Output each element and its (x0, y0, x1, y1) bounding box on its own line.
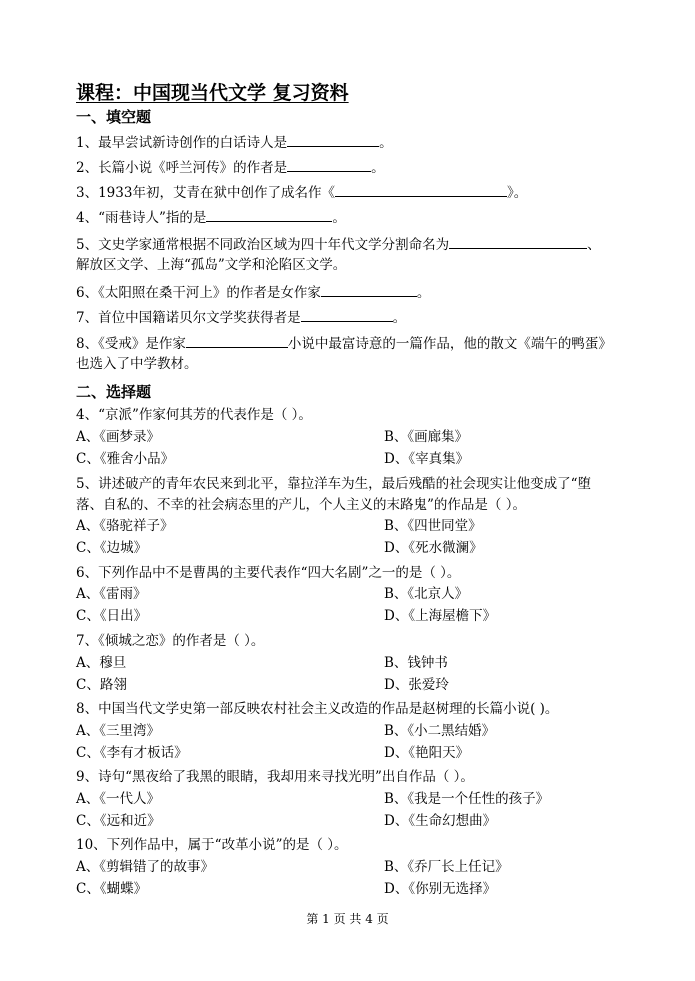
option-c: C、《李有才板话》 (76, 745, 188, 761)
question-text: 8、《受戒》是作家 (76, 336, 186, 352)
option-b: B、《乔厂长上任记》 (384, 859, 509, 875)
choice-question-8: 8、中国当代文学史第一部反映农村社会主义改造的作品是赵树理的长篇小说( )。 (76, 701, 559, 717)
option-a: A、《三里湾》 (76, 723, 160, 739)
section-heading-fill-in: 一、填空题 (76, 108, 152, 126)
answer-blank (335, 182, 507, 197)
question-text: 。 (371, 160, 385, 176)
option-a: A、《一代人》 (76, 791, 160, 807)
option-d: D、《宰真集》 (384, 451, 470, 467)
fill-question-5-continued: 解放区文学、上海“孤岛”文学和沦陷区文学。 (76, 257, 347, 273)
option-d: D、《艳阳天》 (384, 745, 470, 761)
option-c: C、路翎 (76, 677, 127, 693)
choice-question-6: 6、下列作品中不是曹禺的主要代表作“四大名剧”之一的是（ ）。 (76, 565, 461, 581)
choice-question-7: 7、《倾城之恋》的作者是（ ）。 (76, 633, 265, 649)
answer-blank (287, 157, 371, 172)
option-d: D、《生命幻想曲》 (384, 813, 497, 829)
option-a: A、《画梦录》 (76, 429, 160, 445)
option-a: A、穆旦 (76, 655, 127, 671)
question-text: 2、长篇小说《呼兰河传》的作者是 (76, 160, 288, 176)
fill-question-1 (76, 132, 393, 152)
question-text: 小说中最富诗意的一篇作品，他的散文《端午的鸭蛋》 (287, 336, 612, 352)
option-d: D、《上海屋檐下》 (384, 608, 497, 624)
choice-question-9: 9、诗句“黑夜给了我黑的眼睛，我却用来寻找光明”出自作品（ ）。 (76, 769, 474, 785)
page-footer: 第 1 页 共 4 页 (306, 912, 389, 926)
option-a: A、《剪辑错了的故事》 (76, 859, 214, 875)
fill-question-8-continued: 也选入了中学教材。 (76, 356, 198, 372)
choice-question-5: 5、讲述破产的青年农民来到北平，靠拉洋车为生，最后残酷的社会现实让他变成了“堕 (76, 476, 591, 492)
answer-blank (186, 333, 288, 348)
option-a: A、《骆驼祥子》 (76, 518, 174, 534)
option-d: D、《死水微澜》 (384, 540, 483, 556)
choice-question-5-continued: 落、自私的、不幸的社会病态里的产儿，个人主义的末路鬼”的作品是（ ）。 (76, 497, 526, 513)
question-text: 》。 (506, 185, 528, 201)
option-c: C、《雅舍小品》 (76, 451, 175, 467)
fill-question-4 (76, 207, 346, 227)
question-text: 。 (379, 135, 393, 151)
fill-question-2 (76, 157, 385, 177)
choice-question-4: 4、“京派”作家何其芳的代表作是（ ）。 (76, 407, 312, 423)
question-text: 3、1933年初，艾青在狱中创作了成名作《 (76, 185, 335, 201)
option-d: D、《你别无选择》 (384, 881, 497, 897)
choice-question-10: 10、下列作品中，属于“改革小说”的是（ ）。 (76, 837, 348, 853)
fill-question-6 (76, 282, 430, 302)
option-d: D、张爱玲 (384, 677, 449, 693)
question-text: 7、首位中国籍诺贝尔文学奖获得者是 (76, 310, 301, 326)
fill-question-5 (76, 234, 601, 254)
question-text: 1、最早尝试新诗创作的白话诗人是 (76, 135, 288, 151)
section-heading-multiple-choice: 二、选择题 (76, 383, 152, 401)
fill-question-3 (76, 182, 527, 202)
answer-blank (287, 132, 379, 147)
question-text: 。 (392, 310, 407, 326)
option-b: B、《北京人》 (384, 586, 469, 602)
option-b: B、《小二黑结婚》 (384, 723, 496, 739)
option-c: C、《边城》 (76, 540, 148, 556)
option-b: B、《四世同堂》 (384, 518, 482, 534)
question-text: 。 (332, 210, 346, 226)
question-text: 。 (416, 285, 431, 301)
option-b: B、《画廊集》 (384, 429, 469, 445)
question-text: 、 (587, 237, 601, 253)
answer-blank (449, 234, 587, 249)
option-c: C、《蝴蝶》 (76, 881, 148, 897)
option-c: C、《日出》 (76, 608, 148, 624)
option-b: B、《我是一个任性的孩子》 (384, 791, 550, 807)
question-text: 5、文史学家通常根据不同政治区域为四十年代文学分割命名为 (76, 237, 450, 253)
answer-blank (321, 282, 417, 297)
option-c: C、《远和近》 (76, 813, 161, 829)
question-text: 4、“雨巷诗人”指的是 (76, 210, 207, 226)
option-b: B、钱钟书 (384, 655, 448, 671)
fill-question-7 (76, 307, 406, 327)
question-text: 6、《太阳照在桑干河上》的作者是女作家 (76, 285, 321, 301)
answer-blank (301, 307, 393, 322)
page-title: 课程：中国现当代文学 复习资料 (76, 82, 349, 104)
option-a: A、《雷雨》 (76, 586, 147, 602)
fill-question-8 (76, 333, 612, 353)
answer-blank (206, 207, 332, 222)
